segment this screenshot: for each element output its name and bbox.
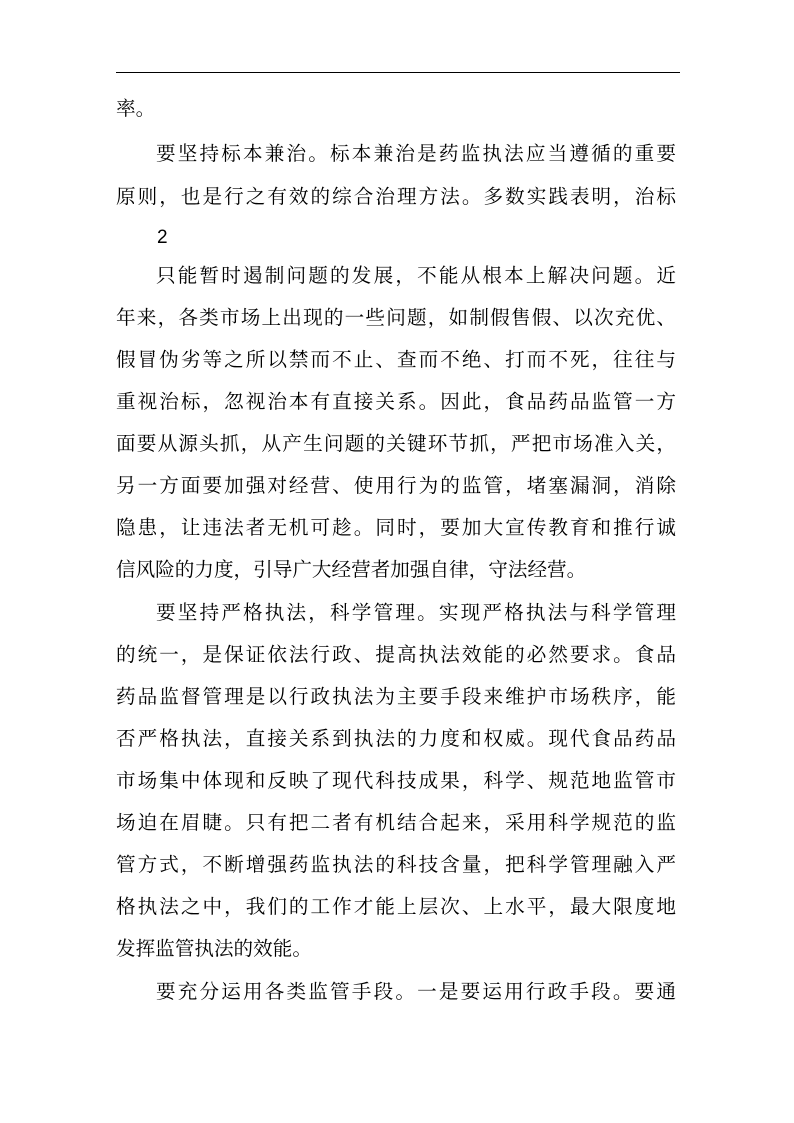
text-line: 面要从源头抓，从产生问题的关键环节抓，严把市场准入关， xyxy=(116,432,676,455)
text-line: 管方式，不断增强药监执法的科技含量，把科学管理融入严 xyxy=(116,853,676,876)
text-line: 药品监督管理是以行政执法为主要手段来维护市场秩序，能 xyxy=(116,685,676,708)
text-line: 率。 xyxy=(116,97,156,120)
text-line: 否严格执法，直接关系到执法的力度和权威。现代食品药品 xyxy=(116,727,676,750)
text-line: 隐患，让违法者无机可趁。同时，要加大宣传教育和推行诚 xyxy=(116,516,676,539)
page-number: 2 xyxy=(157,227,168,248)
text-line: 发挥监管执法的效能。 xyxy=(116,937,312,960)
header-rule xyxy=(116,72,680,73)
text-line: 假冒伪劣等之所以禁而不止、查而不绝、打而不死，往往与 xyxy=(116,348,676,371)
text-line: 重视治标，忽视治本有直接关系。因此，食品药品监管一方 xyxy=(116,390,676,413)
text-line: 要坚持严格执法，科学管理。实现严格执法与科学管理 xyxy=(156,601,676,624)
text-line: 只能暂时遏制问题的发展，不能从根本上解决问题。近 xyxy=(156,264,676,287)
text-line: 另一方面要加强对经营、使用行为的监管，堵塞漏洞，消除 xyxy=(116,474,676,497)
text-line: 场迫在眉睫。只有把二者有机结合起来，采用科学规范的监 xyxy=(116,811,676,834)
text-line: 要充分运用各类监管手段。一是要运用行政手段。要通 xyxy=(156,980,676,1003)
text-line: 要坚持标本兼治。标本兼治是药监执法应当遵循的重要 xyxy=(156,142,676,165)
text-line: 市场集中体现和反映了现代科技成果，科学、规范地监管市 xyxy=(116,769,676,792)
text-line: 年来，各类市场上出现的一些问题，如制假售假、以次充优、 xyxy=(116,306,676,329)
text-line: 信风险的力度，引导广大经营者加强自律，守法经营。 xyxy=(116,558,587,581)
text-line: 原则，也是行之有效的综合治理方法。多数实践表明，治标 xyxy=(116,185,676,208)
text-line: 的统一，是保证依法行政、提高执法效能的必然要求。食品 xyxy=(116,643,676,666)
text-line: 格执法之中，我们的工作才能上层次、上水平，最大限度地 xyxy=(116,895,676,918)
